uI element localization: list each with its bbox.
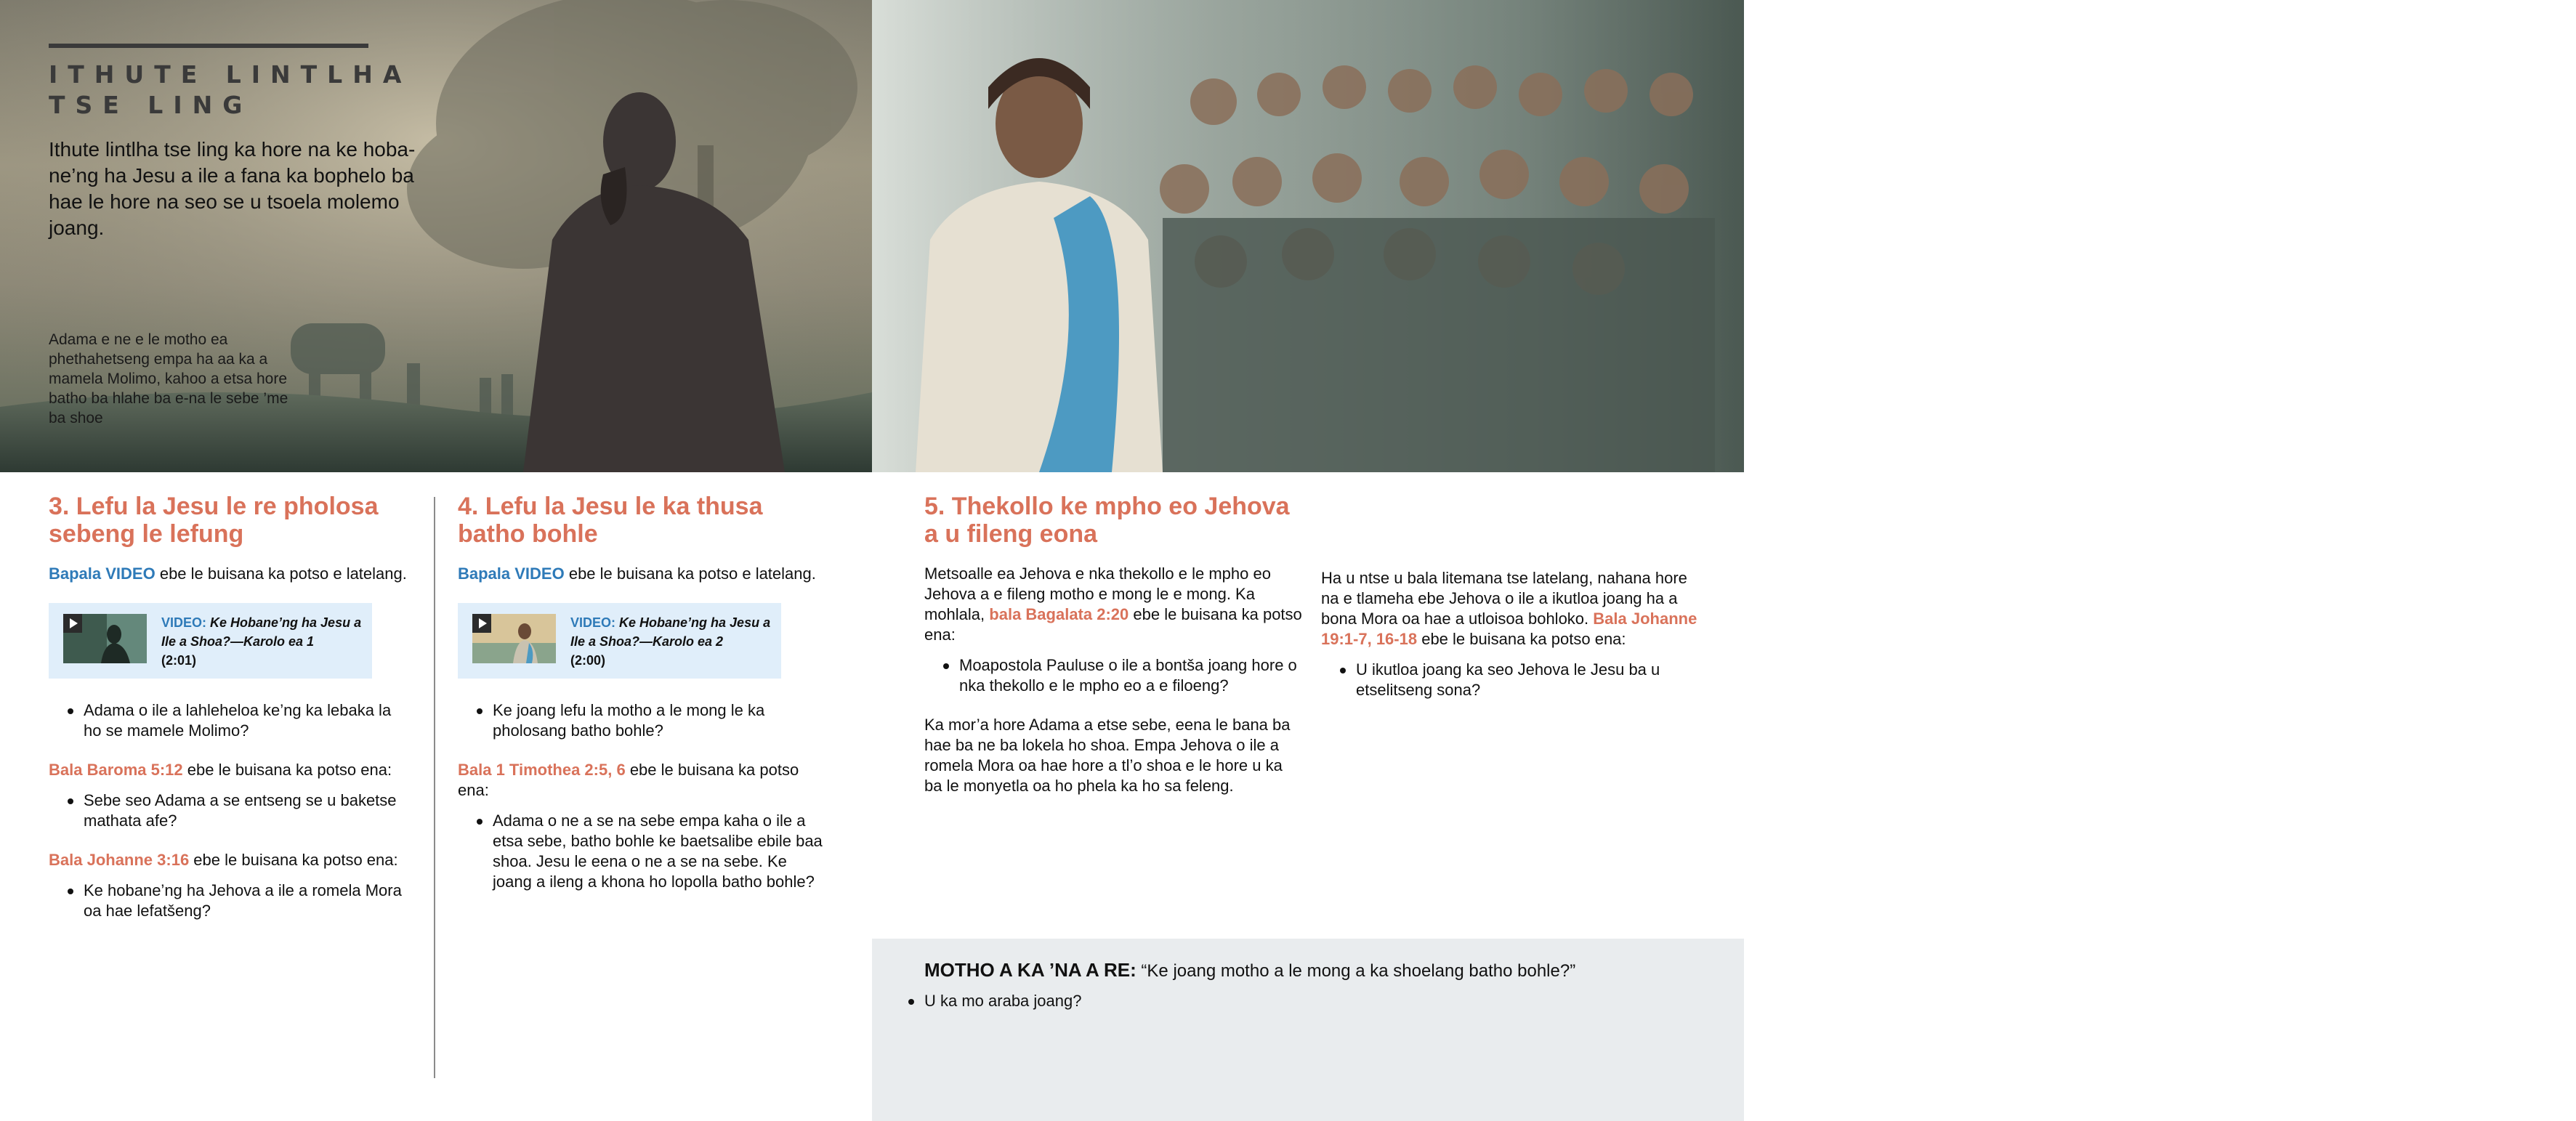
video-duration: (2:00) (570, 653, 606, 668)
study-more-title-line2: TSE LING (49, 91, 253, 119)
section-5-questions-1 (924, 655, 1302, 696)
section-3-instruction-rest: ebe le buisana ka potso e latelang. (155, 564, 407, 583)
video-duration: (2:01) (161, 653, 197, 668)
jesus-crowd-illustration (872, 0, 1744, 472)
play-video-link[interactable]: Bapala VIDEO (458, 564, 565, 583)
someone-may-say-quote: “Ke joang motho a le mong a ka shoelang batho bohle?” (1136, 961, 1576, 981)
section-3-instruction (49, 564, 412, 584)
hero-image-jesus (872, 0, 2568, 472)
play-video-link[interactable]: Bapala VIDEO (49, 564, 156, 583)
reading-instruction (49, 760, 412, 780)
play-icon[interactable] (472, 614, 491, 633)
section-5 (924, 493, 1302, 796)
section-3-questions-2 (49, 790, 412, 831)
video-caption-part-1 (161, 613, 365, 670)
study-more-title-line1: ITHUTE LINTLHA (49, 60, 412, 89)
section-4-instruction (458, 564, 828, 584)
question-item: Adama o ne a se na sebe empa kaha o ile a etsa sebe, batho bohle ke baetsalibe ebile baa shoa. Jesu le eena o ne a se na sebe. Ke joang a ileng a khona ho lopolla batho bohle? (458, 811, 828, 892)
question-item: Ke joang lefu la motho a le mong le ka pholosang batho bohle? (458, 700, 828, 741)
section-5-paragraph-3 (1321, 568, 1703, 649)
scripture-link[interactable]: Bala Johanne 3:16 (49, 851, 190, 869)
section-4 (458, 493, 828, 892)
section-5-paragraph-1-text: Metsoalle ea Jehova e nka thekollo e le mpho eo Jehova a e fileng motho e mong le e mong. Ka mohlala, (924, 564, 1271, 623)
question-item: Ke hobane’ng ha Jehova a ile a romela Mora oa hae lefatšeng? (49, 881, 412, 921)
study-more-title (49, 60, 427, 121)
section-5-paragraph-2: Ka mor’a hore Adama a etse sebe, eena le bana ba hae ba ne ba lokela ho shoa. Empa Jehova o ile a romela Mora oa hae hore a tl’o shoa e le hore u ka ba le monyetla oa ho phela ka ho sa feleng. (924, 716, 1291, 795)
section-3-questions-1 (49, 700, 412, 741)
study-more-intro: Ithute lintlha tse ling ka hore na ke hobane’ng ha Jesu a ile a fana ka bophelo ba hae le hore na seo se u tsoela molemo joang. (49, 138, 416, 239)
section-5-paragraph-3-rest: ebe le buisana ka potso ena: (1417, 630, 1626, 648)
scripture-link[interactable]: Bala Baroma 5:12 (49, 761, 183, 779)
section-4-heading: 4. Lefu la Jesu le ka thusa batho bohle (458, 493, 763, 548)
reading-instruction (458, 760, 828, 801)
section-4-questions-2 (458, 811, 828, 892)
video-card-part-1[interactable] (49, 603, 372, 679)
section-3 (49, 493, 412, 921)
section-5-questions-2 (1321, 660, 1703, 700)
video-thumbnail-part-2[interactable] (472, 614, 556, 663)
someone-may-say-label: MOTHO A KA ’NA A RE: (924, 959, 1136, 981)
section-4-questions-1 (458, 700, 828, 741)
section-4-instruction-rest: ebe le buisana ka potso e latelang. (564, 564, 816, 583)
caption-adam: Adama e ne e le motho ea phethahetseng empa ha aa ka a mamela Molimo, kahoo a etsa hore batho ba hlahe ba e-na le sebe ’me ba shoe (49, 331, 288, 426)
video-title[interactable]: Ke Hobane’ng ha Jesu a Ile a Shoa?—Karolo ea 2 (570, 615, 771, 649)
someone-may-say-box (872, 939, 1744, 1121)
section-3-questions-3 (49, 881, 412, 921)
play-icon[interactable] (63, 614, 82, 633)
video-label: VIDEO: (570, 615, 616, 630)
scripture-link[interactable]: Bala Johanne 19:1-7, 16-18 (1321, 610, 1697, 648)
reading-instruction-rest: ebe le buisana ka potso ena: (189, 851, 398, 869)
section-5-continued (1321, 568, 1703, 700)
question-item: U ikutloa joang ka seo Jehova le Jesu ba u etselitseng sona? (1321, 660, 1703, 700)
caption-jesus: Jesu e ne e le motho ea phethahetseng ’me o ile a mamela Molimo, ka lebaka leo a bulela batho monyetla oa hore ba phethahale le ho phela ka ho sa feleng (2300, 331, 2568, 407)
section-5-paragraph-3-text: Ha u ntse u bala litemana tse latelang, nahana hore na e tlameha ebe Jehova o ile a ikutloa joang ha a bona Mora oa hae a utloisoa bohloko. (1321, 569, 1687, 628)
section-3-heading: 3. Lefu la Jesu le re pholosa sebeng le lefung (49, 493, 379, 548)
question-item: Moapostola Pauluse o ile a bontša joang hore o nka thekollo e le mpho eo a e filoeng? (924, 655, 1302, 696)
scripture-link[interactable]: Bala 1 Timothea 2:5, 6 (458, 761, 626, 779)
question-item: U ka mo araba joang? (889, 991, 1689, 1011)
someone-may-say-questions (889, 991, 1689, 1011)
scripture-link[interactable]: bala Bagalata 2:20 (989, 605, 1129, 623)
study-more-bar (49, 44, 368, 48)
video-card-part-2[interactable] (458, 603, 781, 679)
someone-may-say-line (924, 959, 1575, 982)
reading-instruction-rest: ebe le buisana ka potso ena: (458, 761, 799, 799)
video-caption-part-2 (570, 613, 774, 670)
reading-instruction-rest: ebe le buisana ka potso ena: (182, 761, 392, 779)
hero-image-adam (0, 0, 872, 472)
section-5-paragraph-1-rest: ebe le buisana ka potso ena: (924, 605, 1302, 644)
video-thumbnail-part-1[interactable] (63, 614, 147, 663)
reading-instruction (49, 850, 412, 870)
video-label: VIDEO: (161, 615, 207, 630)
section-5-paragraph-1 (924, 564, 1302, 645)
question-item: Sebe seo Adama a se entseng se u baketse mathata afe? (49, 790, 412, 831)
section-5-heading: 5. Thekollo ke mpho eo Jehova a u fileng eona (924, 493, 1290, 548)
video-title[interactable]: Ke Hobane’ng ha Jesu a Ile a Shoa?—Karolo ea 1 (161, 615, 362, 649)
column-divider (434, 497, 435, 1078)
question-item: Adama o ile a lahleheloa ke’ng ka lebaka la ho se mamele Molimo? (49, 700, 412, 741)
